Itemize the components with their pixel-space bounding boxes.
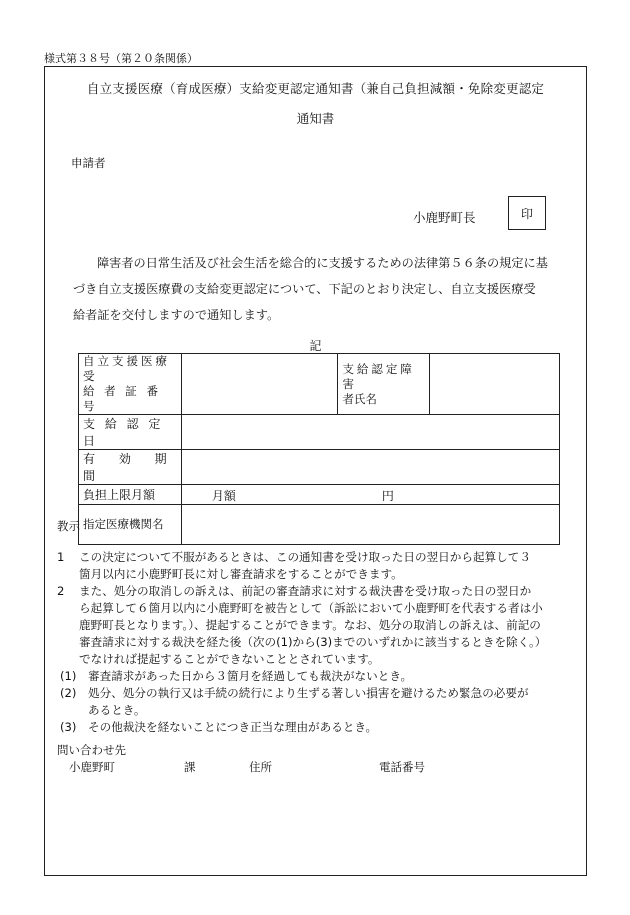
form-number: 様式第３８号（第２０条関係）	[44, 52, 198, 65]
table-row-validity	[79, 450, 560, 485]
table-row-limit	[79, 485, 560, 505]
document-title-line1: 自立支援医療（育成医療）支給変更認定通知書（兼自己負担減額・免除変更認定	[86, 81, 545, 96]
recipient-number-label: 自立支援医療受 給 者 証 番 号	[79, 354, 182, 415]
table-row-institution	[79, 505, 560, 545]
table-row-recipient	[79, 354, 560, 415]
monthly-limit-yen: 円	[381, 489, 394, 503]
list-item: あるとき。	[88, 703, 146, 717]
designated-institution-label: 指定医療機関名	[79, 505, 182, 545]
recipient-number-value	[181, 354, 338, 415]
applicant-label: 申請者	[71, 156, 106, 170]
list-item: (2) 処分、処分の執行又は手続の続行により生ずる著しい損害を避けるため緊急の必要が	[60, 686, 529, 700]
list-item: (1) 審査請求があった日から３箇月を経過しても裁決がないとき。	[60, 669, 413, 683]
monthly-limit-value	[181, 485, 559, 505]
inquiry-label: 問い合わせ先	[57, 743, 126, 757]
list-item: 箇月以内に小鹿野町長に対し審査請求をすることができます。	[79, 567, 403, 581]
body-line-3: 給者証を交付しますので通知します。	[73, 308, 280, 322]
approval-date-label: 支 給 認 定 日	[79, 415, 182, 450]
ki-heading: 記	[309, 339, 322, 353]
inquiry-town: 小鹿野町	[69, 760, 115, 774]
body-line-1: 障害者の日常生活及び社会生活を総合的に支援するための法律第５６条の規定に基	[97, 256, 548, 270]
validity-period-value	[181, 450, 559, 485]
appeal-notice-list	[57, 549, 587, 736]
recipient-name-label: 支給認定障害 者氏名	[338, 354, 430, 415]
validity-period-label: 有 効 期 間	[79, 450, 182, 485]
list-item: 1 この決定について不服があるときは、この通知書を受け取った日の翌日から起算して３	[57, 550, 531, 564]
list-item: 2 また、処分の取消しの訴えは、前記の審査請求に対する裁決書を受け取った日の翌日か	[57, 584, 532, 598]
issuer-name: 小鹿野町長	[413, 210, 476, 225]
body-line-2: づき自立支援医療費の支給変更認定について、下記のとおり決定し、自立支援医療受	[73, 282, 536, 296]
designated-institution-value	[181, 505, 559, 545]
appeal-notice-heading: 教示	[57, 519, 80, 533]
approval-date-value	[181, 415, 559, 450]
document-title-line2: 通知書	[296, 111, 335, 126]
monthly-limit-month: 月額	[211, 489, 236, 503]
notice-document-frame	[44, 66, 587, 876]
inquiry-phone: 電話番号	[379, 760, 425, 774]
monthly-limit-label: 負担上限月額	[79, 485, 182, 505]
inquiry-section: 課	[184, 760, 196, 774]
certificate-info-table	[78, 353, 560, 545]
recipient-name-value	[430, 354, 560, 415]
list-item: (3) その他裁決を経ないことにつき正当な理由があるとき。	[60, 720, 378, 734]
table-row-approval-date	[79, 415, 560, 450]
notice-body	[73, 250, 583, 328]
list-item: でなければ提起することができないこととされています。	[79, 652, 380, 666]
list-item: 審査請求に対する裁決を経た後（次の(1)から(3)までのいずれかに該当するときを除く。）	[79, 635, 547, 649]
list-item: ら起算して６箇月以内に小鹿野町を被告として（訴訟において小鹿野町を代表する者は小	[79, 601, 543, 615]
list-item: 鹿野町長となります。）、提起することができます。なお、処分の取消しの訴えは、前記の	[79, 618, 541, 632]
inquiry-address: 住所	[249, 760, 272, 774]
seal-box: 印	[508, 196, 546, 230]
